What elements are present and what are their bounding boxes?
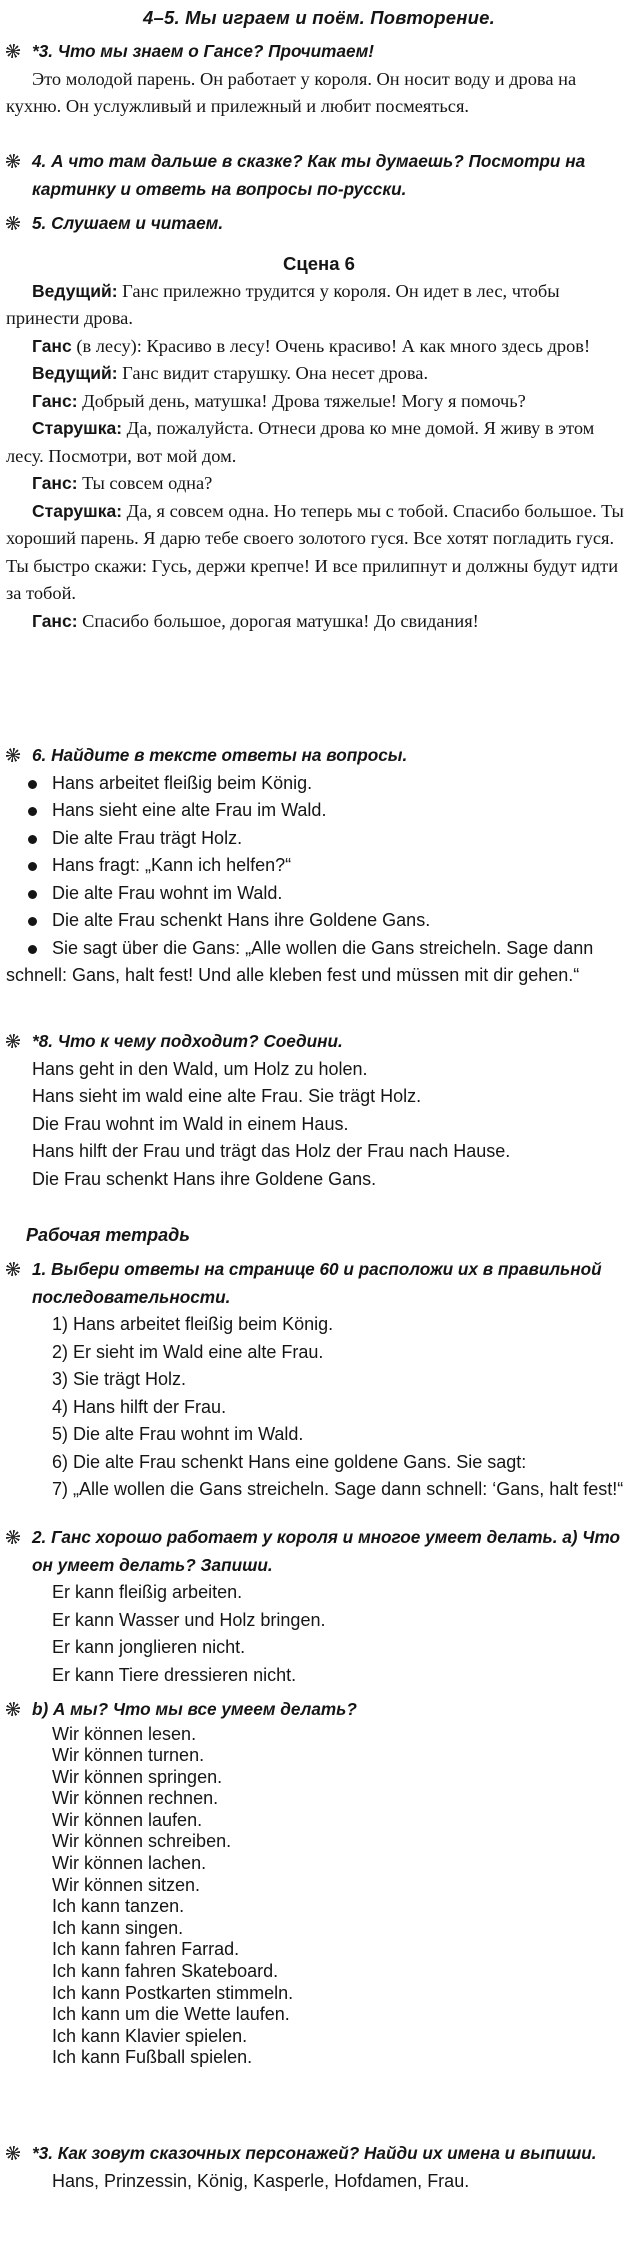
task4-block [6,148,632,203]
task3-text: Это молодой парень. Он работает у короля. Он носит воду и дрова на кухню. Он услужливый и прилежный и любит посмеяться. [6,68,577,116]
task6-title-text: 6. Найдите в тексте ответы на вопросы. [32,745,408,765]
task-bullet-icon [6,154,20,168]
workbook-task2-line: Er kann Tiere dressieren nicht. [52,1664,297,1685]
scene-text: Ганс видит старушку. Она несет дрова. [117,363,429,383]
task8-line: Hans hilft der Frau und trägt das Holz der Frau nach Hause. [32,1141,511,1161]
scene-line [6,498,632,608]
task8-title [6,1028,632,1056]
workbook-task2b-title-text: b) А мы? Что мы все умеем делать? [32,1699,357,1719]
workbook-task2b-line: Wir können laufen. [52,1809,203,1830]
workbook-task3-answer: Hans, Prinzessin, König, Kasperle, Hofdamen, Frau. [52,2170,470,2191]
task-bullet-icon [6,1530,20,1544]
scene-line [6,360,632,388]
task8-line: Hans geht in den Wald, um Holz zu holen. [32,1058,368,1079]
workbook-task1-line: 4) Hans hilft der Frau. [52,1396,227,1417]
list-item [6,907,632,935]
workbook-task2-block [6,1524,632,1689]
list-item-text: Sie sagt über die Gans: „Alle wollen die Gans streicheln. Sage dann schnell: Gans, halt fest! Und alle kleben fest und müssen mit dir gehen.“ [6,937,594,985]
task8-block [6,1028,632,1193]
bullet-dot-icon [28,890,37,899]
workbook-task1-line: 2) Er sieht im Wald eine alte Frau. [52,1341,324,1362]
scene-role: Ганс [32,335,72,356]
workbook-task1-block [6,1256,632,1504]
workbook-task1-line: 6) Die alte Frau schenkt Hans eine goldene Gans. Sie sagt: [52,1451,527,1472]
task-bullet-icon [6,1702,20,1716]
task6-title [6,742,632,770]
list-item-text: Hans sieht eine alte Frau im Wald. [52,800,327,820]
workbook-task2-title [6,1524,632,1579]
scene-text: Добрый день, матушка! Дрова тяжелые! Могу я помочь? [77,390,526,411]
workbook-task3-title [6,2140,632,2168]
workbook-task2b-line: Wir können springen. [52,1766,223,1787]
scene-role: Ганс: [32,610,78,631]
list-item [6,852,632,880]
workbook-task1-line: 5) Die alte Frau wohnt im Wald. [52,1424,304,1444]
list-item [6,825,632,853]
workbook-task2b-line: Ich kann tanzen. [52,1896,185,1917]
workbook-task2b-line: Ich kann Klavier spielen. [52,2025,248,2046]
workbook-task2-line: Er kann fleißig arbeiten. [52,1582,243,1602]
task8-title-text: *8. Что к чему подходит? Соедини. [32,1031,343,1051]
bullet-dot-icon [28,917,37,926]
workbook-task3-block [6,2140,632,2195]
workbook-task1-line: 7) „Alle wollen die Gans streicheln. Sage dann schnell: ‘Gans, halt fest!“ [52,1479,624,1499]
task3-title [6,38,632,66]
task5-title [6,210,632,238]
task3-block [6,38,632,121]
scene-line [6,470,632,498]
scene-text: Спасибо большое, дорогая матушка! До свидания! [77,610,479,631]
bullet-dot-icon [28,807,37,816]
task8-line: Die Frau schenkt Hans ihre Goldene Gans. [32,1168,377,1189]
task-bullet-icon [6,216,20,230]
workbook-task2b-block [6,1696,632,2069]
task-bullet-icon [6,44,20,58]
workbook-task2b-line: Wir können sitzen. [52,1874,201,1895]
scene-block [6,250,632,635]
workbook-task2-line: Er kann Wasser und Holz bringen. [52,1609,326,1630]
scene-role: Ведущий: [32,280,118,301]
bullet-dot-icon [28,945,37,954]
list-item [6,935,632,990]
scene-text: Да, я совсем одна. Но теперь мы с тобой. Спасибо большое. Ты хороший парень. Я дарю тебе своего золотого гуся. Все хотят погладить гуся. Ты быстро скажи: Гусь, держи крепче! И все прилипнут и должны будут идти за тобой. [6,500,624,603]
bullet-dot-icon [28,780,37,789]
list-item [6,770,632,798]
bullet-dot-icon [28,862,37,871]
workbook-task2b-line: Wir können lachen. [52,1853,207,1874]
workbook-task2b-line: Ich kann fahren Skateboard. [52,1961,279,1982]
workbook-block [6,1222,632,1250]
task6-block [6,742,632,990]
scene-line [6,415,632,470]
scene-line [6,608,632,636]
task8-line: Die Frau wohnt im Wald in einem Haus. [32,1113,349,1134]
workbook-task2b-line: Wir können schreiben. [52,1831,232,1852]
scene-text: (в лесу): Красиво в лесу! Очень красиво! А как много здесь дров! [71,335,591,356]
workbook-task1-title-text: 1. Выбери ответы на странице 60 и расположи их в правильной последовательности. [32,1259,602,1307]
workbook-task2b-line: Ich kann singen. [52,1917,184,1938]
task8-line: Hans sieht im wald eine alte Frau. Sie trägt Holz. [32,1086,422,1106]
scene-line [6,278,632,333]
workbook-task2b-line: Wir können lesen. [52,1723,197,1744]
task-bullet-icon [6,1262,20,1276]
workbook-task2b-line: Ich kann fahren Farrad. [52,1939,240,1960]
workbook-task2-line: Er kann jonglieren nicht. [52,1637,246,1657]
scene-line [6,333,632,361]
scene-text: Ты совсем одна? [77,473,213,493]
task-bullet-icon [6,2146,20,2160]
page-title: 4–5. Мы играем и поём. Повторение. [142,7,495,28]
workbook-task1-line: 1) Hans arbeitet fleißig beim König. [52,1314,334,1334]
list-item-text: Die alte Frau schenkt Hans ihre Goldene Gans. [52,910,431,930]
workbook-task2b-line: Wir können turnen. [52,1745,205,1766]
scene-text: Да, пожалуйста. Отнеси дрова ко мне домой. Я живу в этом лесу. Посмотри, вот мой дом. [6,418,595,466]
scene-role: Ведущий: [32,363,118,383]
task3-title-text: *3. Что мы знаем о Гансе? Прочитаем! [32,41,375,61]
scene-role: Ганс: [32,390,78,411]
workbook-task2b-line: Ich kann Postkarten stimmeln. [52,1982,294,2003]
scene-title: Сцена 6 [283,253,355,274]
task5-block [6,210,632,238]
workbook-task2b-line: Ich kann um die Wette laufen. [52,2004,290,2025]
page-heading-block [6,4,632,32]
task-bullet-icon [6,1034,20,1048]
list-item-text: Die alte Frau wohnt im Wald. [52,882,283,903]
scene-line [6,388,632,416]
scene-role: Старушка: [32,418,123,438]
workbook-task3-title-text: *3. Как зовут сказочных персонажей? Найди их имена и выпиши. [32,2143,597,2163]
list-item-text: Hans arbeitet fleißig beim König. [52,772,313,793]
workbook-task2-title-text: 2. Ганс хорошо работает у короля и многое умеет делать. a) Что он умеет делать? Запиши. [32,1527,621,1575]
scene-role: Старушка: [32,500,123,521]
workbook-title: Рабочая тетрадь [26,1225,190,1245]
task4-title-text: 4. А что там дальше в сказке? Как ты думаешь? Посмотри на картинку и ответь на вопросы по-русски. [32,151,586,199]
task5-title-text: 5. Слушаем и читаем. [32,213,224,233]
list-item-text: Die alte Frau trägt Holz. [52,827,243,848]
scene-role: Ганс: [32,473,78,493]
workbook-task1-title [6,1256,632,1311]
workbook-task2b-title [6,1696,632,1724]
workbook-task2b-list [6,1724,632,2070]
list-item [6,797,632,825]
list-item [6,880,632,908]
scene-text: Ганс прилежно трудится у короля. Он идет в лес, чтобы принести дрова. [6,280,560,328]
bullet-dot-icon [28,835,37,844]
workbook-task2b-line: Ich kann Fußball spielen. [52,2047,253,2068]
task-bullet-icon [6,748,20,762]
list-item-text: Hans fragt: „Kann ich helfen?“ [52,855,292,875]
workbook-task1-line: 3) Sie trägt Holz. [52,1369,187,1389]
workbook-task2b-line: Wir können rechnen. [52,1788,219,1809]
task4-title [6,148,632,203]
